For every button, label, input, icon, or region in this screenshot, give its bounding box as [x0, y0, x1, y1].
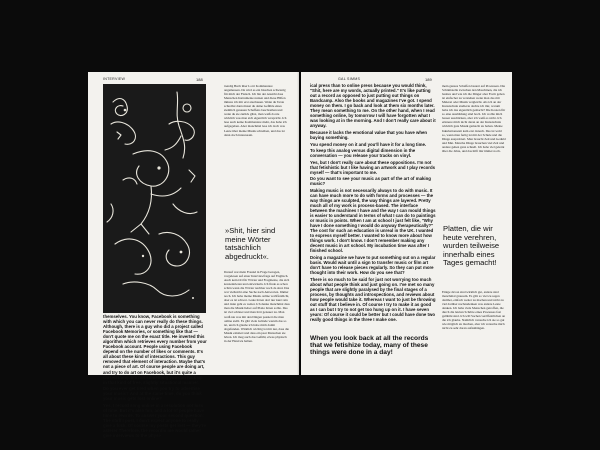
running-head: GAL SIMMS — [338, 77, 361, 81]
paragraph: Einige davon sind wirklich gut, andere sind manchmal grausam. Es gibt so viel zu sagen darüber, einfach weiter zu machen und nicht zu viel darüber nachzudenken was andere Leute denken. Ich habe viele Menschen getroffen, die durch die letzten Schritte eines Prozesses fast gelähmt sind. Ich will Sachen veröffentlichen an die ich glaube. Natürlich versuche ich sie so gut wie möglich zu machen, aber ich versuche mich nicht zu sehr daran aufzuhängen. — [442, 290, 506, 331]
page-number: 188 — [196, 77, 203, 82]
right-body-english — [310, 83, 436, 335]
paragraph: To keep this analog versus digital dimension in the conversation — you release your tracks on vinyl. — [310, 148, 416, 159]
right-page — [301, 72, 512, 375]
right-body-german-top — [442, 84, 506, 224]
paragraph: Doing a magazine we have to put something out on a regular basis. Would wait until a sign to transfer music or film art don't have to release pieces regularly. So they can put more thought into their work. How do you see that? — [310, 255, 436, 276]
paragraph: Yes, but I don't really care about these oppositions. I'm not that fetishistic but I like having an artwork and I play records myself — that's important to me. — [310, 159, 436, 175]
paragraph: Making music is not necessarily always to do with music. It can have much more to do with forms and processes — the way things are sculpted, the way things are layered. Pretty much all of my work is process-based. The interface between the machines I have and the way I can mould things is easier to understand in terms of what I can do to paintings or music in points. When I am at school I just felt like, "Why have I done something I would do anyway therapeutically?" The cost for such an education is unreal in the UK. I wanted to express myself better. I wanted to know more about how things work. I don't know. I don't remember making any decent music in art school. My incubation time was after I finished school. — [310, 187, 436, 254]
paragraph: Do you ever get tired when you try to advertise your music? And at the same time, do you think your music gets lost online? — [103, 386, 202, 402]
paragraph: You spend money on it and you'll have it for a long time. — [310, 141, 427, 147]
german-pull-quote: Platten, die wir heute verehren, wurden teilweise innerhalb eines Tages gemacht! — [443, 224, 500, 267]
english-pull-quote: When you look back at all the records that we fetishize today, many of these things were done in a day! — [310, 335, 429, 356]
right-body-german-bottom — [442, 290, 506, 370]
ink-drawing-illustration — [103, 84, 206, 313]
left-body-english — [103, 314, 207, 439]
paragraph: ical press than to online press because you would think, "Shit, here are my words, actually printed." It's like putting out a record as opposed to just putting out things on Bandcamp. Also the books and magazines I've got. I spend money on them. I go back and look at them six months later. They mean something to me. On the other hand, when I read something online, by tomorrow I will have forgotten what I was looking at in the morning. And I don't really care about it anyway. — [310, 83, 436, 129]
paragraph: themselves. You know, Facebook is something with which you can never really do these things. Although, there is a guy who did a project called Facebook Memories, or something like that — don't quote me on the exact title. He inverted this algorithm which retrieves every number from your Facebook account. People using Facebook depend on the number of likes or comments. It's all about these kind of interactions. This guy removed that element of interaction. Maybe that's not a piece of art. Of course people are doing art, and try to do art on Facebook, but it's quite a closed thing. It's not something you can fuck up in that kind of free, slightly situational manner. — [103, 314, 207, 385]
paragraph: Darauf war mein Freund in Frage bezogen, vorgelesen auf einer Interviewfrage auf Englisch. Auch kein Ort für Wörter und Fragmente, die sich konzentrieren und entwickeln. Ich finde es schon schön wenn die Wörter nachher noch da sind. Das war vielleicht eine Suche nach Antworten. Immer noch. Ich habe meine Musik online veröffentlicht, aber es ist schwer. Leute hören dort nur kurz rein und dann geht es weiter. Ich denke manchmal dass man die Musik lieber auf Platte hören sollte. Das ist viel schöner und man hört genauer zu. Man weiß nie was mit den Dingen passiert die man online stellt. Es gibt viele Gründe warum das so ist, und ich glaube ich habe mich damit abgefunden. Wirklich wichtig ist mir nur, dass die Musik existiert und dass ein paar Menschen sie hören. Ich mag auch das Gefühl, etwas physisch in der Hand zu halten. — [224, 270, 290, 343]
page-number: 189 — [425, 77, 432, 82]
left-body-german-top — [224, 84, 290, 224]
running-head: INTERVIEW — [103, 77, 126, 81]
german-pull-quote: »Shit, hier sind meine Wörter tatsächlich abgedruckt«. — [225, 226, 276, 261]
left-body-german-bottom — [224, 270, 290, 372]
paragraph: trendig Buch über Lorrt Kommentare angemessen. Da wird es ein bisschen schwierig für mich der Fleisch. Ich bin der Ansicht dass Menschen Instrumente nutzen und diese Hilfen müsste ich mir erst anschauen. Wenn du Texte schreibst dann musst du deine Gefühle eines ziemlich genauen Schaffens beschreiben und wenn du sie zurück gibst, man weiß da nie wirklich was man sich eigentlich verspricht. Ich lese auch keine Kommentare mehr, das habe ich aufgegeben. Aber manchmal lese ich doch was Leute über meine Musik schreiben, und das ist dann doch interessant. — [224, 84, 287, 137]
paragraph: Yes, I record song online in a resolution not loss of time. But it's also fun, and a lot of people have time to rewrite. To answer your second question: The stuff I post, I don't expect anyone to really give a fuck. Of course my posts get lost — they're asterer Therefore, the recordio me would rather give interviews to the physi- — [103, 402, 206, 439]
paragraph: There is so much to be said for just not worrying too much about what people think and just going on. I've met so many people that are slightly paralysed by the final stages of a process, by thoughts and introspections, and reviews about how people would take it. Whereas I want to just be throwing out stuff that I believe in. Of course I try to make it as good as I can but I try to not get too hung up on it. I have seven years: Of course it could be better but I could have done two really good things in the three I make one. — [310, 276, 436, 323]
left-page — [88, 72, 299, 439]
paragraph: Do you want to see your music as part of the art of making music? — [310, 176, 431, 187]
paragraph: Because it lacks the emotional value that you have when buying something. — [310, 129, 428, 140]
artwork-image — [103, 84, 206, 313]
paragraph: mein ganzes Schaffen basiert auf Prozessen. Die Schnittstelle zwischen den Maschinen, die ich besitze und wie ich die Dinger aber Form geben ist einfacher zu verstehen wenn man das mit Malerei oder Musik vergleicht. Als ich an der Kunstschule studierte dachte ich mir, warum habe ich das eigentlich gemacht? Die Kosten für so eine Ausbildung sind hoch. Ich wollte mich besser ausdrücken, aber ich weiß es nicht. Ich erinnere mich nicht daran an der Kunstschule wirklich gute Musik gemacht zu haben. Meine Inkubationszeit kam erst danach. Das ist wohl so, wenn man fertig ist mit der Schule und die Dinge ausprobiert. Man braucht Zeit und Geduld und Mut. Manche Dinge brauchen viel Zeit und andere gehen ganz schnell. Ich habe viel gelernt über die Jahre, und das hilft mir immer noch. — [442, 84, 506, 153]
